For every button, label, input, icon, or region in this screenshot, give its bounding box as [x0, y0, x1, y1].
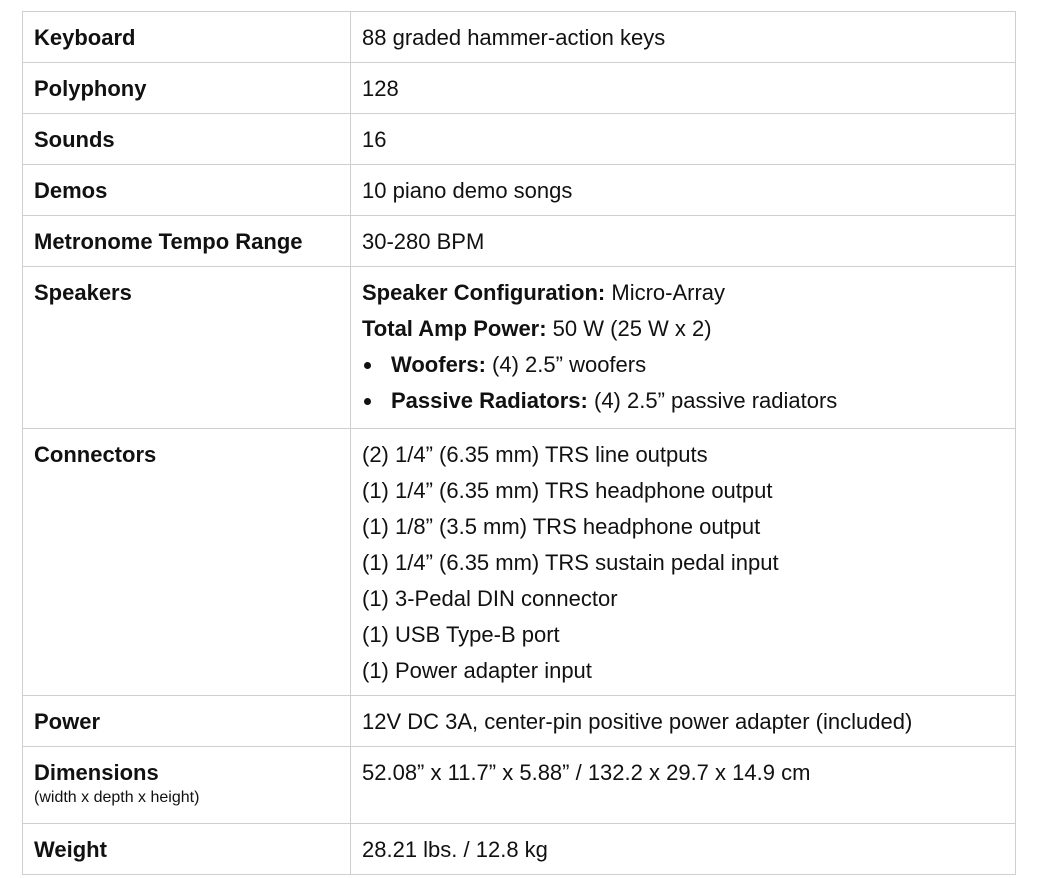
bullet-label: Passive Radiators:: [391, 388, 588, 413]
bullet-icon: [364, 362, 371, 369]
amp-power-value: 50 W (25 W x 2): [546, 316, 712, 341]
connector-item: (1) USB Type-B port: [362, 622, 560, 647]
spec-value: 12V DC 3A, center-pin positive power adapter (included): [351, 696, 1016, 747]
spec-label: Dimensions: [34, 760, 159, 785]
spec-row-connectors: [23, 429, 1016, 696]
spec-label: Power: [23, 696, 351, 747]
connector-item: (1) 1/4” (6.35 mm) TRS sustain pedal input: [362, 550, 779, 575]
spec-row-polyphony: [23, 63, 1016, 114]
connector-item: (1) 3-Pedal DIN connector: [362, 586, 618, 611]
bullet-value: (4) 2.5” passive radiators: [587, 388, 838, 413]
spec-label: Polyphony: [23, 63, 351, 114]
speaker-config-value: Micro-Array: [605, 280, 726, 305]
amp-power-label: Total Amp Power:: [362, 316, 547, 341]
bullet-value: (4) 2.5” woofers: [485, 352, 647, 377]
spec-value: 88 graded hammer-action keys: [351, 12, 1016, 63]
spec-row-tempo-range: [23, 216, 1016, 267]
spec-value: 30-280 BPM: [351, 216, 1016, 267]
spec-value: 16: [351, 114, 1016, 165]
spec-value: 52.08” x 11.7” x 5.88” / 132.2 x 29.7 x 14.9 cm: [351, 747, 1016, 824]
spec-row-speakers: [23, 267, 1016, 429]
connector-item: (2) 1/4” (6.35 mm) TRS line outputs: [362, 442, 708, 467]
dimensions-note: (width x depth x height): [34, 789, 200, 806]
spec-row-keyboard: [23, 12, 1016, 63]
bullet-icon: [364, 398, 371, 405]
spec-value-connectors: [351, 429, 1016, 696]
spec-label: Demos: [23, 165, 351, 216]
speaker-config-line: [362, 275, 1005, 311]
spec-value-speakers: [351, 267, 1016, 429]
spec-row-demos: [23, 165, 1016, 216]
spec-row-dimensions: [23, 747, 1016, 824]
connector-item: (1) 1/4” (6.35 mm) TRS headphone output: [362, 478, 773, 503]
spec-value: 10 piano demo songs: [351, 165, 1016, 216]
speaker-config-label: Speaker Configuration:: [362, 280, 606, 305]
spec-value: 28.21 lbs. / 12.8 kg: [351, 824, 1016, 875]
bullet-label: Woofers:: [391, 352, 486, 377]
specifications-table: [22, 11, 1016, 875]
spec-value: 128: [351, 63, 1016, 114]
spec-label: Connectors: [23, 429, 351, 696]
bullet-item-woofers: [362, 347, 1005, 383]
spec-label: Sounds: [23, 114, 351, 165]
bullet-item-passive-radiators: [362, 383, 1005, 419]
spec-label-dimensions: [23, 747, 351, 824]
spec-row-sounds: [23, 114, 1016, 165]
spec-row-power: [23, 696, 1016, 747]
spec-label: Speakers: [23, 267, 351, 429]
amp-power-line: [362, 311, 1005, 347]
connector-item: (1) 1/8” (3.5 mm) TRS headphone output: [362, 514, 761, 539]
spec-label: Metronome Tempo Range: [23, 216, 351, 267]
spec-row-weight: [23, 824, 1016, 875]
connector-item: (1) Power adapter input: [362, 658, 592, 683]
spec-label: Weight: [23, 824, 351, 875]
spec-label: Keyboard: [23, 12, 351, 63]
